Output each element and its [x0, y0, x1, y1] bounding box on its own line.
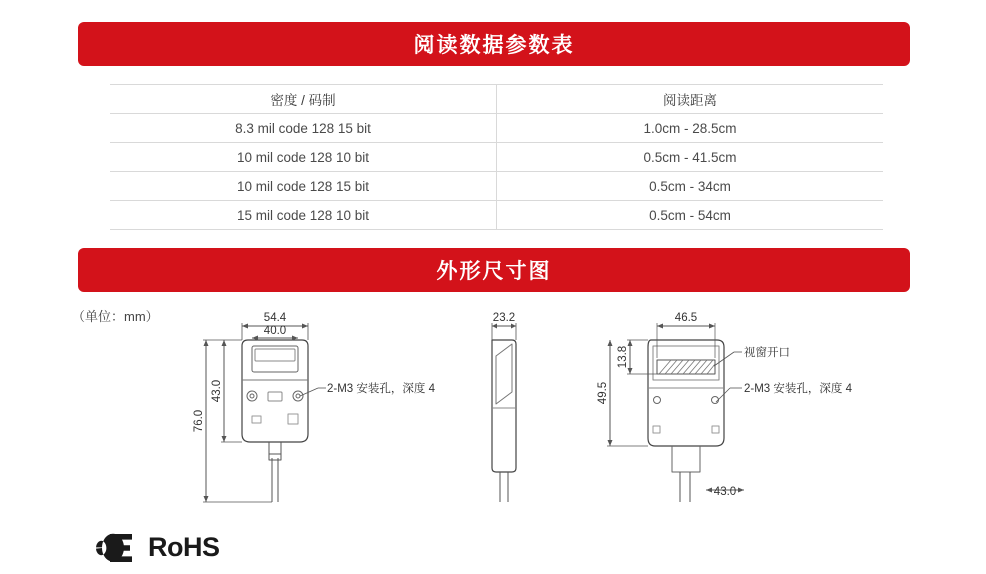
table-header-row: [110, 85, 883, 114]
table-cell-density: 15 mil code 128 10 bit: [110, 201, 497, 230]
note-back-window-opening: 视窗开口: [744, 347, 790, 359]
table-row: [110, 172, 883, 201]
table-cell-density: 10 mil code 128 15 bit: [110, 172, 497, 201]
note-back-mount-holes: 2-M3 安装孔，深度 4: [744, 383, 852, 395]
parameter-table-wrapper: [110, 84, 882, 230]
label-front-width-outer: 54.4: [263, 312, 287, 324]
section-title-parameters: 阅读数据参数表: [413, 34, 575, 57]
front-view-drawing: [203, 323, 326, 502]
parameter-table: [110, 84, 883, 230]
table-row: [110, 114, 883, 143]
section-banner-parameters: [78, 22, 910, 66]
table-cell-density: 10 mil code 128 10 bit: [110, 143, 497, 172]
unit-note: （单位：mm）: [72, 309, 159, 324]
rohs-label: RoHS: [148, 532, 220, 562]
table-cell-distance: 1.0cm - 28.5cm: [497, 114, 884, 143]
table-row: [110, 143, 883, 172]
ce-icon: [80, 533, 136, 563]
note-front-mount-holes: 2-M3 安装孔，深度 4: [327, 383, 435, 395]
table-header-density: 密度 / 码制: [110, 85, 497, 114]
side-view-drawing: [492, 323, 516, 502]
label-back-bottom-width: 43.0: [713, 486, 737, 498]
table-cell-distance: 0.5cm - 34cm: [497, 172, 884, 201]
label-back-window-height: 13.8: [617, 345, 629, 369]
table-cell-density: 8.3 mil code 128 15 bit: [110, 114, 497, 143]
label-back-window-width: 46.5: [674, 312, 698, 324]
table-cell-distance: 0.5cm - 54cm: [497, 201, 884, 230]
label-side-width: 23.2: [492, 312, 516, 324]
table-row: [110, 201, 883, 230]
section-banner-dimensions: [78, 248, 910, 292]
dimension-drawings-svg: [0, 296, 986, 526]
table-cell-distance: 0.5cm - 41.5cm: [497, 143, 884, 172]
section-title-dimensions: 外形尺寸图: [436, 260, 552, 283]
label-front-height-inner: 43.0: [211, 379, 223, 403]
table-header-distance: 阅读距离: [497, 85, 884, 114]
label-front-width-inner: 40.0: [263, 325, 287, 337]
label-back-body-height: 49.5: [597, 381, 609, 405]
label-front-height-outer: 76.0: [193, 409, 205, 433]
dimension-drawing-area: [0, 296, 986, 526]
certification-marks: [80, 532, 220, 563]
